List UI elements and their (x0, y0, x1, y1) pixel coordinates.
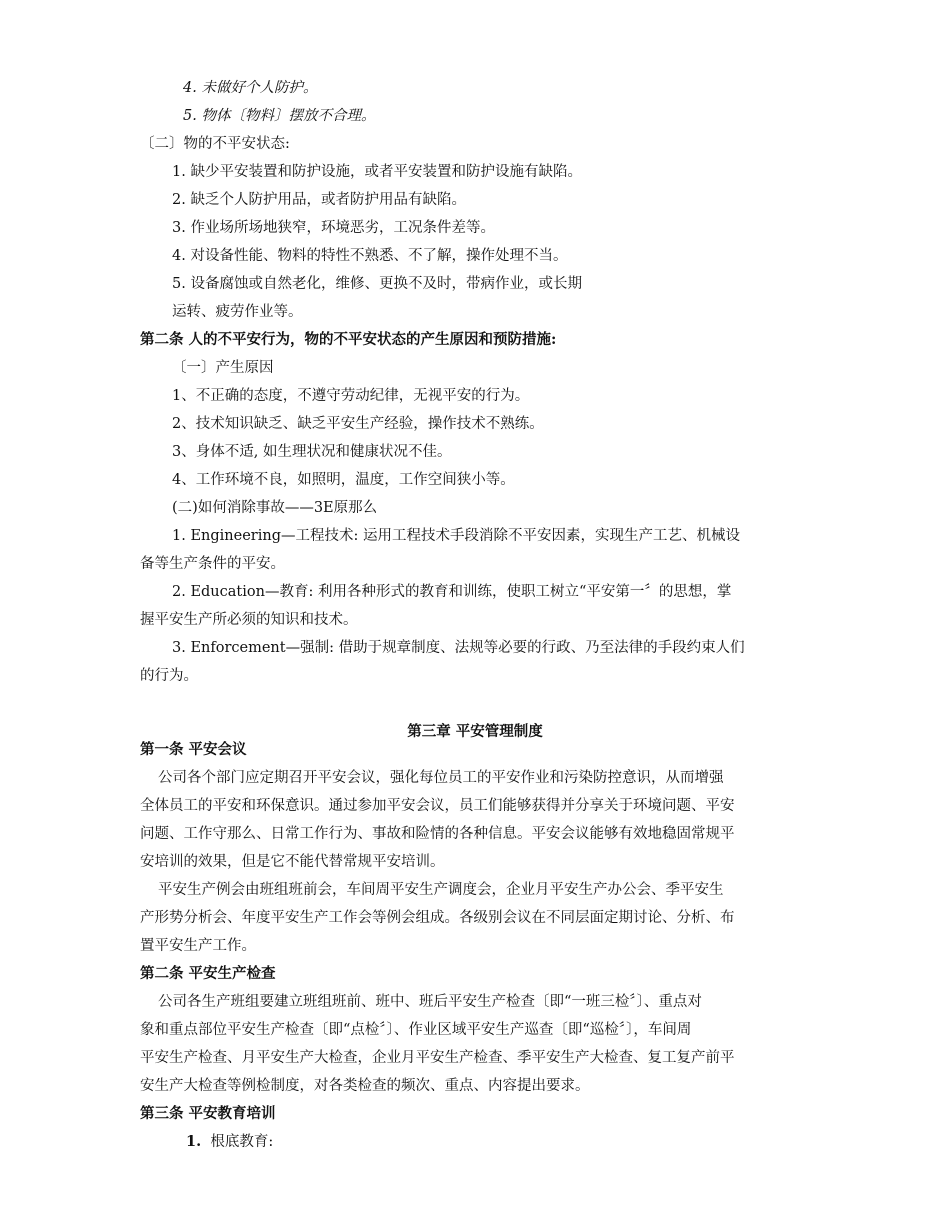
paragraph-line: 置平安生产工作。 (140, 938, 256, 954)
paragraph-line: 平安生产例会由班组班前会，车间周平安生产调度会，企业月平安生产办公会、季平安生 (158, 882, 724, 898)
paragraph-line: 安生产大检查等例检制度，对各类检查的频次、重点、内容提出要求。 (140, 1078, 590, 1094)
subsection-heading: (二)如何消除事故——3E原那么 (172, 500, 378, 516)
list-item: 3、身体不适, 如生理状况和健康状况不佳。 (172, 444, 452, 460)
paragraph-line: 象和重点部位平安生产检查〔即“点检〞〕、作业区域平安生产巡查〔即“巡检〞〕，车间周 (140, 1022, 692, 1038)
paragraph-line: 全体员工的平安和环保意识。通过参加平安会议，员工们能够获得并分享关于环境问题、平安 (140, 798, 735, 814)
section-heading: 〔二〕物的不平安状态: (140, 136, 290, 152)
paragraph-line: 问题、工作守那么、日常工作行为、事故和险情的各种信息。平安会议能够有效地稳固常规平 (140, 826, 735, 842)
paragraph-line: 1. Engineering—工程技术: 运用工程技术手段消除不平安因素，实现生产工艺、机械设 (172, 528, 740, 544)
list-item: 5. 设备腐蚀或自然老化，维修、更换不及时，带病作业，或长期 (172, 276, 582, 292)
article-heading: 第二条 平安生产检查 (140, 965, 276, 982)
paragraph-line: 产形势分析会、年度平安生产工作会等例会组成。各级别会议在不同层面定期讨论、分析、布 (140, 910, 735, 926)
article-heading: 第二条 人的不平安行为，物的不平安状态的产生原因和预防措施: (140, 331, 557, 348)
article-heading: 第一条 平安会议 (140, 741, 247, 758)
list-number: 1. (186, 1133, 202, 1150)
paragraph-line: 2. Education—教育: 利用各种形式的教育和训练，使职工树立“平安第一〞的思想，掌 (172, 584, 732, 600)
list-item: 2、技术知识缺乏、缺乏平安生产经验，操作技术不熟练。 (172, 416, 544, 432)
paragraph-line: 备等生产条件的平安。 (140, 556, 285, 572)
paragraph-line: 安培训的效果，但是它不能代替常规平安培训。 (140, 854, 445, 870)
subsection-heading: 〔一〕产生原因 (172, 360, 274, 376)
list-item (186, 1132, 273, 1152)
list-item: 1. 缺少平安装置和防护设施，或者平安装置和防护设施有缺陷。 (172, 164, 582, 180)
article-heading: 第三条 平安教育培训 (140, 1105, 276, 1122)
list-item: 运转、疲劳作业等。 (172, 304, 303, 320)
list-item: 4. 未做好个人防护。 (183, 80, 318, 96)
list-item: 4. 对设备性能、物料的特性不熟悉、不了解，操作处理不当。 (172, 248, 568, 264)
list-item: 5. 物体〔物料〕摆放不合理。 (183, 108, 376, 124)
paragraph-line: 握平安生产所必须的知识和技术。 (140, 612, 358, 628)
list-item: 4、工作环境不良，如照明，温度，工作空间狭小等。 (172, 472, 515, 488)
list-item: 1、不正确的态度，不遵守劳动纪律，无视平安的行为。 (172, 388, 530, 404)
paragraph-line: 公司各个部门应定期召开平安会议，强化每位员工的平安作业和污染防控意识，从而增强 (158, 770, 724, 786)
list-item: 3. 作业场所场地狭窄，环境恶劣，工况条件差等。 (172, 220, 495, 236)
paragraph-line: 平安生产检查、月平安生产大检查，企业月平安生产检查、季平安生产大检查、复工复产前平 (140, 1050, 735, 1066)
chapter-title: 第三章 平安管理制度 (407, 723, 543, 740)
paragraph-line: 的行为。 (140, 668, 198, 684)
paragraph-line: 公司各生产班组要建立班组班前、班中、班后平安生产检查〔即“一班三检〞〕、重点对 (158, 994, 702, 1010)
list-text: 根底教育: (210, 1134, 274, 1150)
paragraph-line: 3. Enforcement—强制: 借助于规章制度、法规等必要的行政、乃至法律的手段约束人们 (172, 640, 745, 656)
list-item: 2. 缺乏个人防护用品，或者防护用品有缺陷。 (172, 192, 466, 208)
